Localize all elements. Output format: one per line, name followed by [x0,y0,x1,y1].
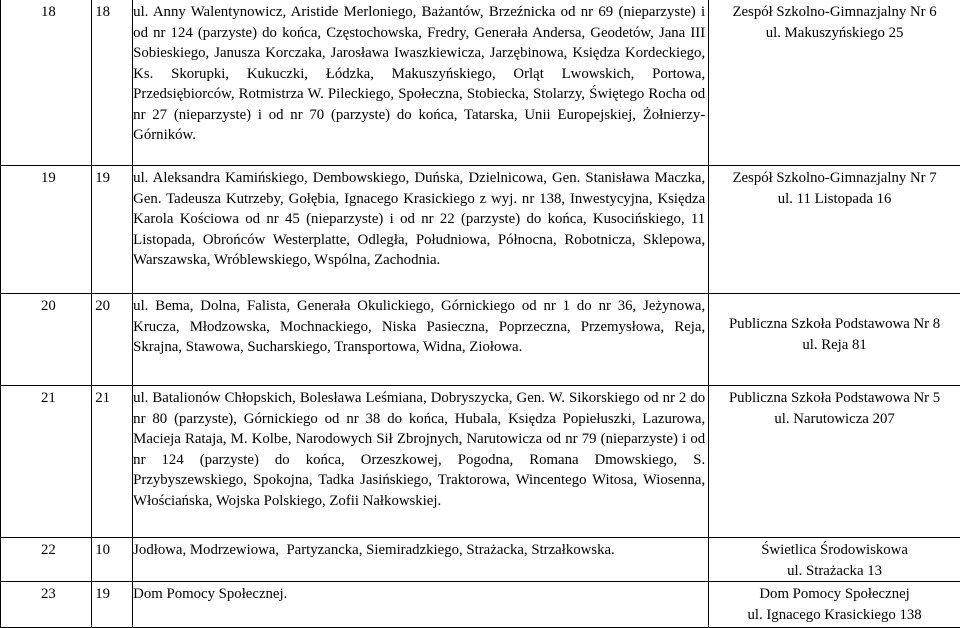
streets-text: ul. Aleksandra Kamińskiego, Dembowskiego, Duńska, Dzielnicowa, Gen. Stanisława Maczka, Gen. Tadeusza Kutrzeby, Gołębia, Ignacego Krasickiego z wyj. nr 138, Inwestycyjna, Księdza Karola Kościowa od nr 45 (nieparzyste) i od nr 22 (parzyste) do końca, Kusocińskiego, 11 Listopada, Obrońców Westerplatte, Odległa, Południowa, Północna, Robotnicza, Sklepowa, Warszawska, Wróblewskiego, Wspólna, Zachodnia. [133,168,708,271]
streets-cell [133,166,709,294]
polling-place-address: ul. Reja 81 [713,335,956,356]
streets-cell [133,538,709,582]
district-number: 10 [92,538,133,582]
polling-place-address: ul. Strażacka 13 [713,561,956,582]
district-number: 21 [92,386,133,538]
streets-cell [133,582,709,628]
row-number: 18 [1,0,92,166]
streets-cell [133,0,709,166]
polling-place-cell [709,294,960,386]
streets-cell [133,294,709,386]
streets-text: Jodłowa, Modrzewiowa, Partyzancka, Siemiradzkiego, Strażacka, Strzałkowska. [133,540,708,561]
polling-place-address: ul. Narutowicza 207 [713,409,956,430]
row-number: 22 [1,538,92,582]
polling-place-name: Zespół Szkolno-Gimnazjalny Nr 6 [713,2,956,23]
row-number: 19 [1,166,92,294]
streets-cell [133,386,709,538]
polling-place-address: ul. Makuszyńskiego 25 [713,23,956,44]
table-row [1,166,960,294]
district-number: 19 [92,582,133,628]
row-number: 21 [1,386,92,538]
polling-place-address: ul. Ignacego Krasickiego 138 [713,605,956,626]
district-number: 18 [92,0,133,166]
district-number: 20 [92,294,133,386]
table-row [1,538,960,582]
table-row [1,582,960,628]
polling-place-cell [709,582,960,628]
polling-place-name: Świetlica Środowiskowa [713,540,956,561]
polling-place-cell [709,386,960,538]
streets-text: ul. Batalionów Chłopskich, Bolesława Leśmiana, Dobryszycka, Gen. W. Sikorskiego od nr 2 do nr 80 (parzyste), Górnickiego od nr 38 do końca, Hubala, Księdza Popiełuszki, Lazurowa, Macieja Rataja, M. Kolbe, Narodowych Sił Zbrojnych, Narutowicza od nr 79 (nieparzyste) i od nr 124 (parzyste) do końca, Orzeszkowej, Pogodna, Romana Dmowskiego, S. Przybyszewskiego, Spokojna, Tadka Jasińskiego, Traktorowa, Wincentego Witosa, Wiosenna, Włościańska, Wojska Polskiego, Zofii Nałkowskiej. [133,388,708,511]
polling-place-name: Publiczna Szkoła Podstawowa Nr 5 [713,388,956,409]
polling-place-name: Dom Pomocy Społecznej [713,584,956,605]
polling-place-cell [709,166,960,294]
streets-text: ul. Anny Walentynowicz, Aristide Merloniego, Bażantów, Brzeźnicka od nr 69 (nieparzyste) i od nr 124 (parzyste) do końca, Częstochowska, Fredry, Generała Andersa, Geodetów, Jana III Sobieskiego, Janusza Korczaka, Jarosława Iwaszkiewicza, Jarzębinowa, Księdza Kordeckiego, Ks. Skorupki, Kukuczki, Łódzka, Makuszyńskiego, Orląt Lwowskich, Portowa, Przedsiębiorców, Rotmistrza W. Pileckiego, Społeczna, Stobiecka, Stolarzy, Świętego Rocha od nr 27 (nieparzyste) i od nr 70 (parzyste) do końca, Tatarska, Unii Europejskiej, Żołnierzy-Górników. [133,2,708,146]
row-number: 20 [1,294,92,386]
table-row [1,0,960,166]
polling-place-cell [709,0,960,166]
row-number: 23 [1,582,92,628]
polling-place-name: Zespół Szkolno-Gimnazjalny Nr 7 [713,168,956,189]
streets-text: Dom Pomocy Społecznej. [133,584,708,605]
polling-place-address: ul. 11 Listopada 16 [713,189,956,210]
polling-place-cell [709,538,960,582]
table-row [1,294,960,386]
district-number: 19 [92,166,133,294]
polling-place-name: Publiczna Szkoła Podstawowa Nr 8 [713,314,956,335]
table-row [1,386,960,538]
streets-text: ul. Bema, Dolna, Falista, Generała Okulickiego, Górnickiego od nr 1 do nr 36, Jeżynowa, Krucza, Młodzowska, Mochnackiego, Niska Pasieczna, Poprzeczna, Przemysłowa, Reja, Skrajna, Stawowa, Sucharskiego, Transportowa, Widna, Ziołowa. [133,296,708,358]
